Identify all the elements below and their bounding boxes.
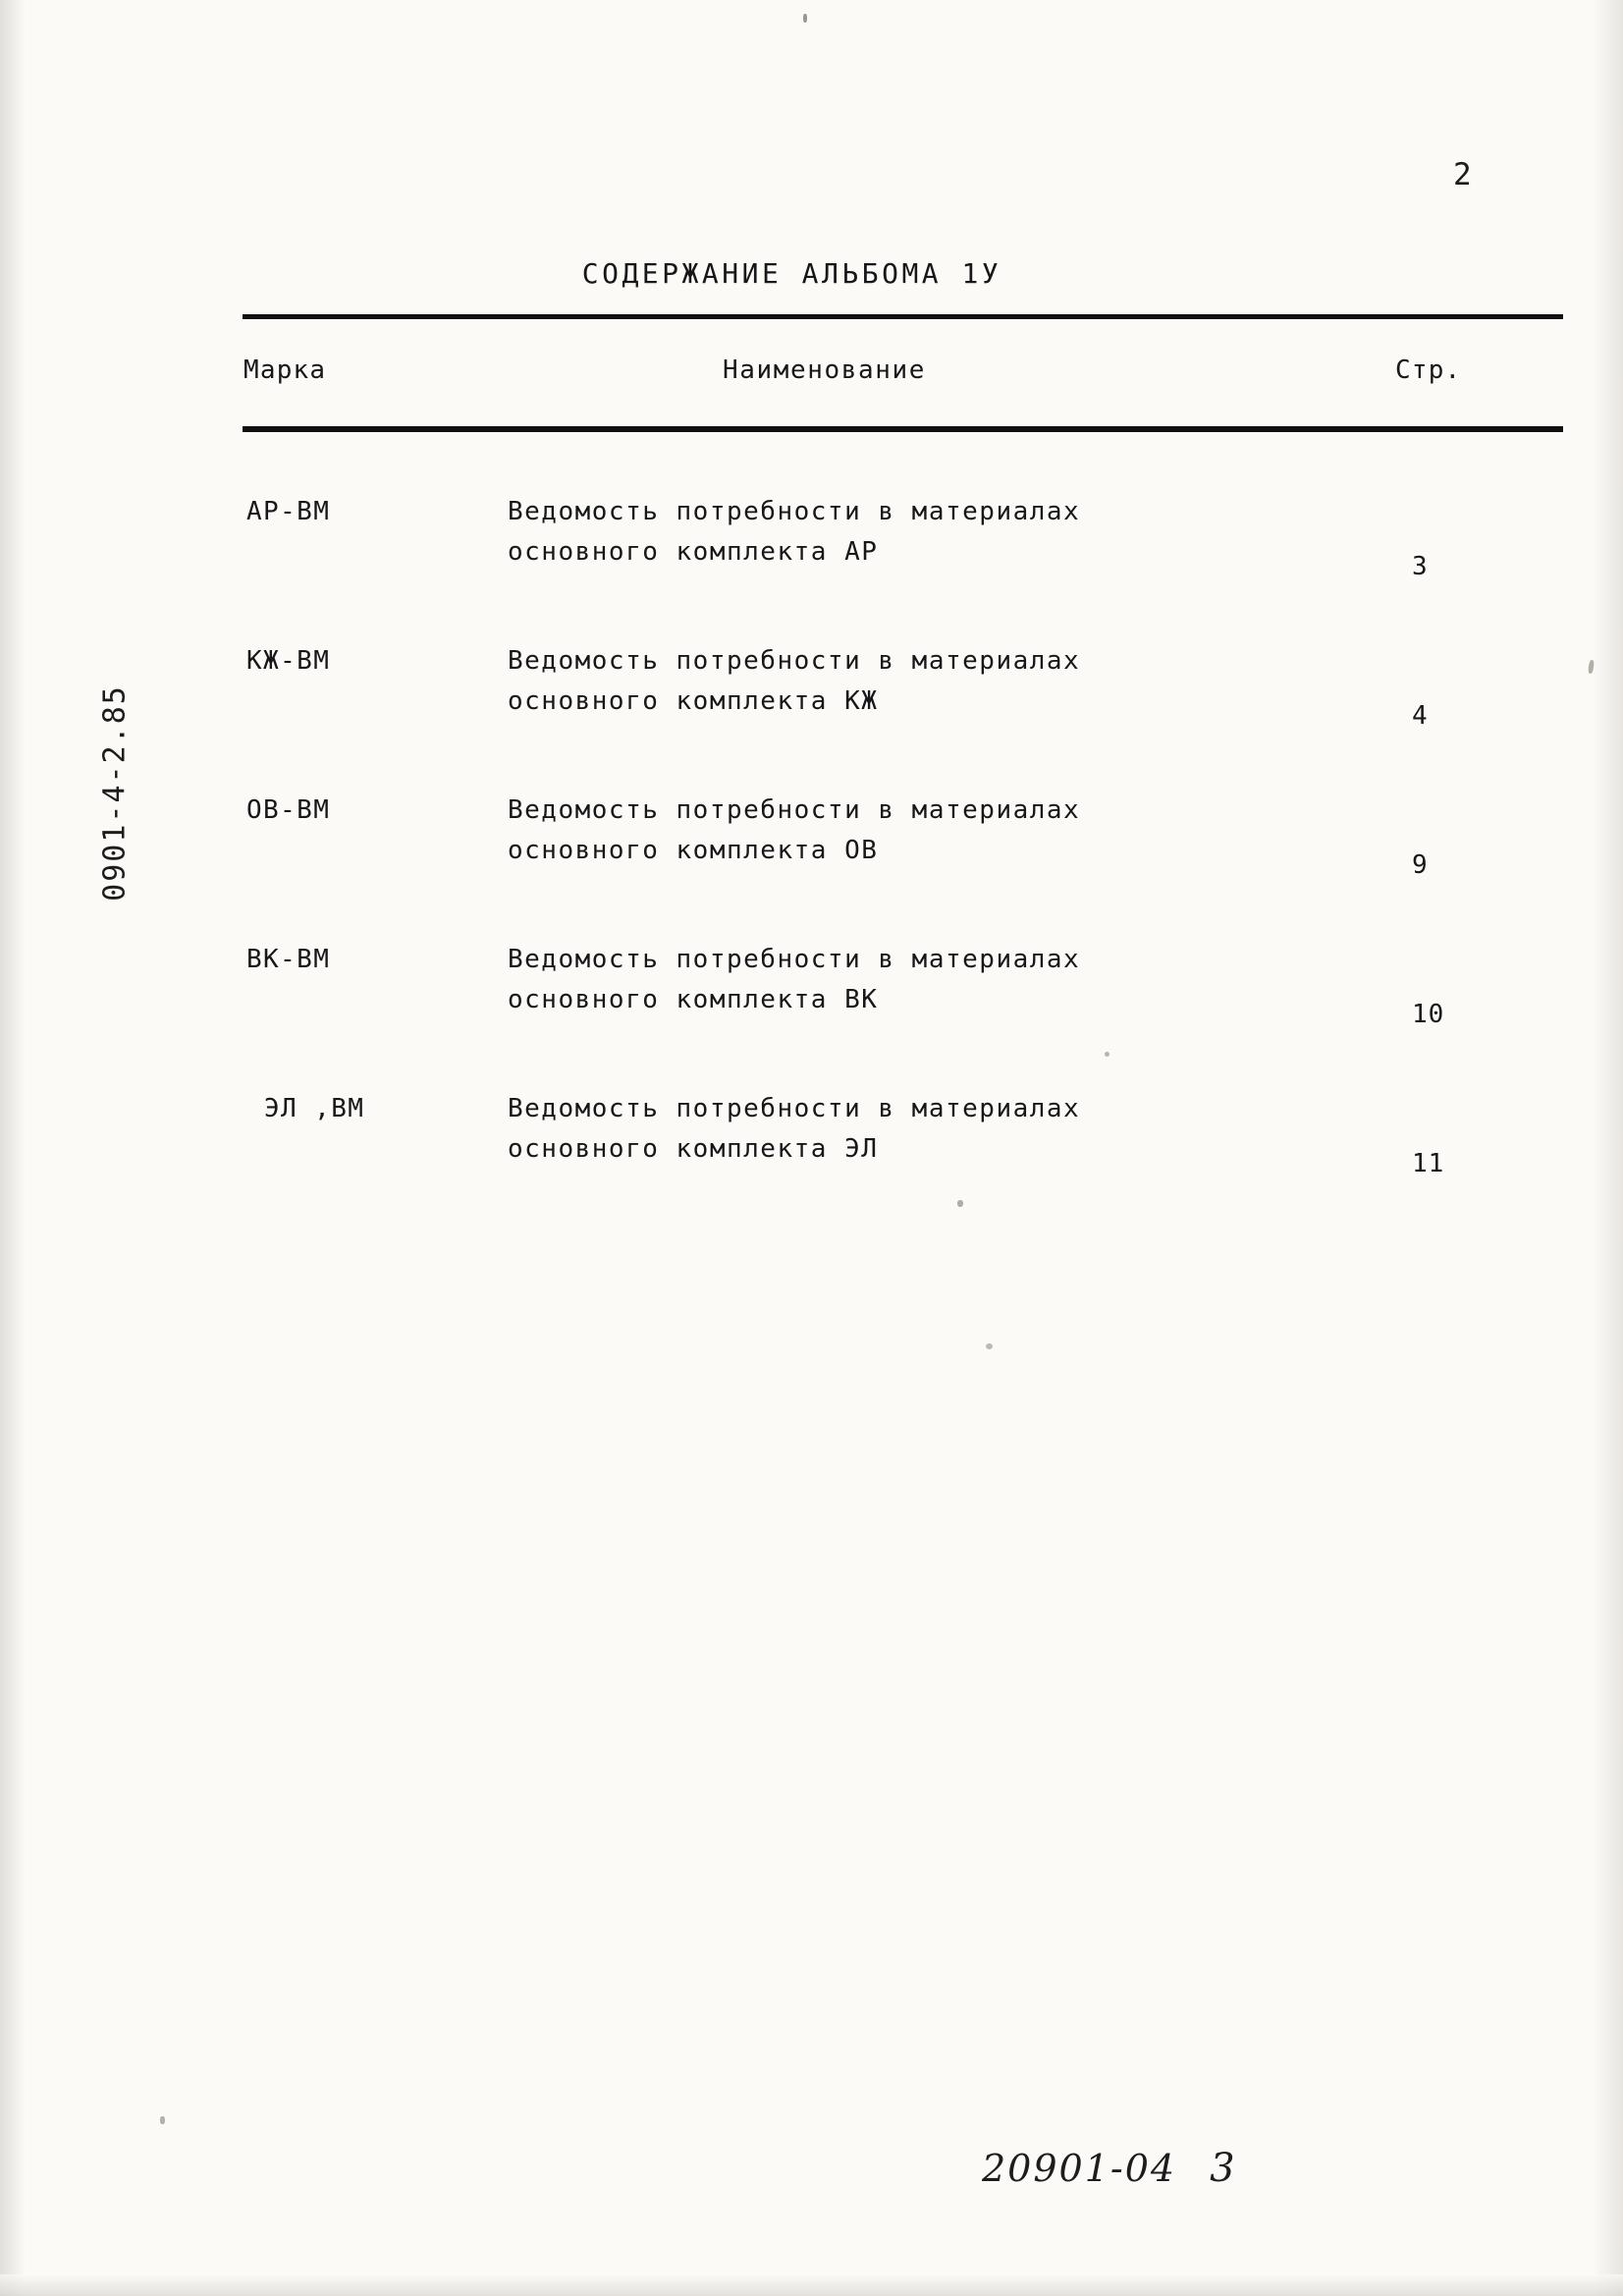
cell-name-line2: основного комплекта ЭЛ xyxy=(508,1134,879,1164)
table-row xyxy=(243,497,1563,646)
bottom-stamp-code: 20901-04 xyxy=(982,2147,1177,2190)
scan-edge-bottom xyxy=(0,2274,1623,2296)
cell-page: 3 xyxy=(1412,552,1429,581)
cell-mark: КЖ-ВМ xyxy=(246,646,331,676)
scan-edge-left xyxy=(0,0,26,2296)
cell-name-line1: Ведомость потребности в материалах xyxy=(508,1094,1081,1123)
scan-edge-right xyxy=(1594,0,1623,2296)
table-row xyxy=(243,646,1563,795)
cell-page: 11 xyxy=(1412,1149,1445,1178)
cell-mark: ОВ-ВМ xyxy=(246,795,331,825)
page-title-text: СОДЕРЖАНИЕ АЛЬБОМА 1У xyxy=(581,257,1002,290)
bottom-stamp-sheet: 3 xyxy=(1210,2146,1237,2191)
cell-name xyxy=(508,646,1372,716)
table-body xyxy=(243,497,1563,1243)
cell-name-line2: основного комплекта ВК xyxy=(508,985,879,1014)
cell-name xyxy=(508,497,1372,567)
cell-name-line1: Ведомость потребности в материалах xyxy=(508,646,1081,676)
cell-mark: ВК-ВМ xyxy=(246,945,331,974)
cell-mark: АР-ВМ xyxy=(246,497,331,526)
column-header-mark: Марка xyxy=(243,355,327,385)
table-row xyxy=(243,795,1563,945)
cell-name-line2: основного комплекта АР xyxy=(508,537,879,567)
page-title xyxy=(0,257,1623,290)
cell-mark: ЭЛ ,ВМ xyxy=(264,1094,365,1123)
side-margin-code: 0901-4-2.85 xyxy=(97,684,133,902)
cell-name xyxy=(508,795,1372,865)
table-row xyxy=(243,945,1563,1094)
table-header-row xyxy=(243,355,1563,401)
scan-artifact-speck xyxy=(1105,1052,1109,1057)
column-header-page: Стр. xyxy=(1395,355,1462,385)
cell-name xyxy=(508,945,1372,1014)
column-header-name: Наименование xyxy=(723,355,927,385)
cell-name xyxy=(508,1094,1372,1164)
scan-artifact-speck xyxy=(803,14,807,23)
cell-page: 9 xyxy=(1412,850,1429,880)
cell-name-line2: основного комплекта КЖ xyxy=(508,686,879,716)
cell-name-line2: основного комплекта ОВ xyxy=(508,836,879,865)
cell-page: 4 xyxy=(1412,701,1429,731)
cell-name-line1: Ведомость потребности в материалах xyxy=(508,945,1081,974)
bottom-stamp xyxy=(982,2146,1237,2191)
scan-artifact-speck xyxy=(986,1343,993,1349)
table-row xyxy=(243,1094,1563,1243)
cell-page: 10 xyxy=(1412,1000,1445,1029)
page-number: 2 xyxy=(1453,157,1473,192)
scan-artifact-speck xyxy=(957,1200,963,1207)
cell-name-line1: Ведомость потребности в материалах xyxy=(508,795,1081,825)
table-rule-top xyxy=(243,314,1563,319)
table-rule-bottom xyxy=(243,426,1563,432)
scan-artifact-speck xyxy=(160,2116,165,2124)
cell-name-line1: Ведомость потребности в материалах xyxy=(508,497,1081,526)
